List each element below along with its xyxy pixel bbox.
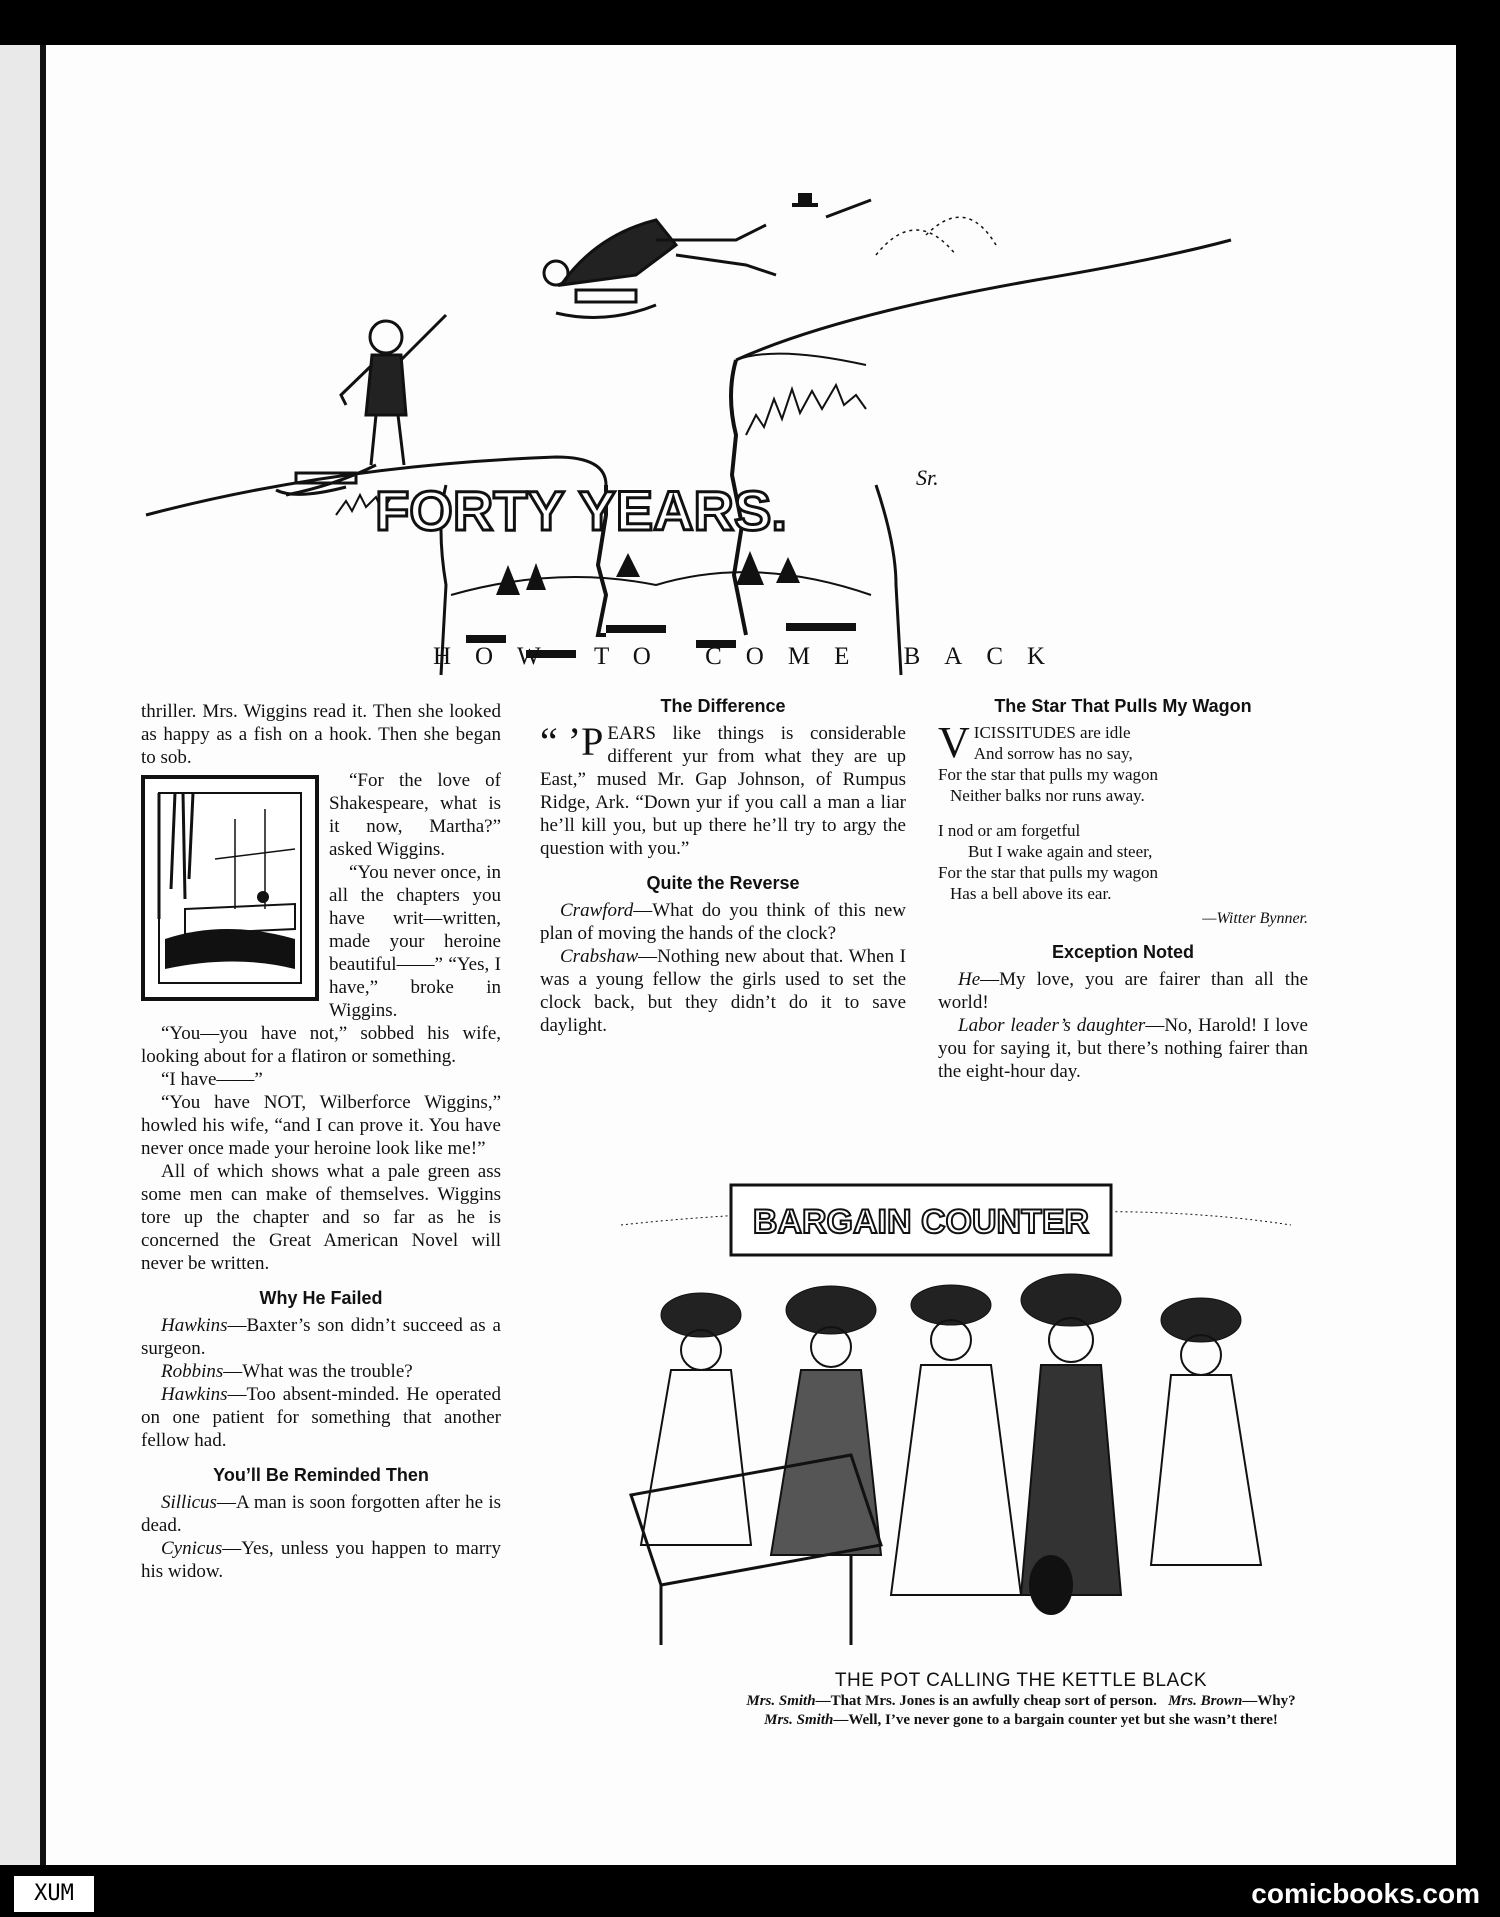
caption-line: Mrs. Smith—Well, I’ve never gone to a bargain counter yet but she wasn’t there! xyxy=(764,1712,1278,1728)
caption-line: Mrs. Smith—That Mrs. Jones is an awfully cheap sort of person. Mrs. Brown—Why? xyxy=(746,1693,1296,1709)
header-illustration xyxy=(136,165,1356,685)
poem-line: For the star that pulls my wagon xyxy=(938,765,1159,784)
story-paragraph: thriller. Mrs. Wiggins read it. Then she looked as happy as a fish on a hook. Then she began to sob. xyxy=(141,701,501,768)
heading-difference: The Difference xyxy=(660,696,786,716)
sled xyxy=(276,465,376,495)
heading-reminded: You’ll Be Reminded Then xyxy=(213,1465,429,1485)
dialogue-line: Hawkins—Baxter’s son didn’t succeed as a surgeon. xyxy=(141,1315,501,1359)
dialogue-line: Crabshaw—Nothing new about that. When I was a young fellow the girls used to set the clock back, but they didn’t do it to save daylight. xyxy=(540,946,906,1036)
inset-illustration xyxy=(141,775,319,1001)
flying-hat xyxy=(792,193,871,217)
poem-line: I nod or am forgetful xyxy=(938,821,1081,840)
story-paragraph: All of which shows what a pale green ass some men can make of themselves. Wiggins tore up the chapter and so far as he is concerned the Great American Novel will never be written. xyxy=(141,1161,501,1274)
dialogue-line: Robbins—What was the trouble? xyxy=(161,1361,413,1382)
heading-why-he-failed: Why He Failed xyxy=(259,1288,383,1308)
bargain-counter-cartoon xyxy=(601,1125,1311,1665)
cartoon-title: THE POT CALLING THE KETTLE BLACK xyxy=(834,1670,1208,1691)
site-watermark: comicbooks.com xyxy=(1251,1878,1480,1909)
dialogue-line: Crawford—What do you think of this new plan of moving the hands of the clock? xyxy=(540,900,906,944)
heading-quite-reverse: Quite the Reverse xyxy=(646,873,800,893)
dialogue-line: He—My love, you are fairer than all the world! xyxy=(938,969,1308,1013)
poem-line: For the star that pulls my wagon xyxy=(938,863,1159,882)
poem: VICISSITUDES are idle And sorrow has no say, For the star that pulls my wagon Neither balks nor runs away. I nod or am forgetful But I wake again and steer, For the star that pulls my wagon Has a bell above its ear. —Witter Bynner. xyxy=(938,718,1308,927)
drop-cap: “ ’P xyxy=(540,719,604,764)
dialogue-line: Sillicus—A man is soon forgotten after he is dead. xyxy=(141,1492,501,1536)
flying-man-figure xyxy=(544,220,776,318)
dialogue-line: Cynicus—Yes, unless you happen to marry his widow. xyxy=(141,1538,501,1582)
dialogue-line: Labor leader’s daughter—No, Harold! I love you for saying it, but there’s nothing fairer than the eight-hour day. xyxy=(938,1015,1308,1082)
story-paragraph: “I have——” xyxy=(161,1069,263,1090)
heading-exception-noted: Exception Noted xyxy=(1051,942,1194,962)
drop-cap: V xyxy=(938,718,970,767)
poem-line: Neither balks nor runs away. xyxy=(950,786,1145,805)
column-left xyxy=(141,700,501,1583)
section-subtitle: HOW TO COME BACK xyxy=(432,643,1070,670)
banner-title: FORTY YEARS. xyxy=(375,479,787,542)
magazine-page xyxy=(46,45,1456,1865)
heading-star-wagon: The Star That Pulls My Wagon xyxy=(994,696,1252,716)
book-spine xyxy=(0,45,46,1865)
bargain-counter-sign: BARGAIN COUNTER xyxy=(752,1203,1090,1241)
poem-line: Has a bell above its ear. xyxy=(950,884,1112,903)
artist-signature: Sr. xyxy=(916,465,939,490)
scan-mark: XUM xyxy=(14,1876,94,1912)
boy-figure xyxy=(341,315,446,465)
story-paragraph: “ ’P EARS like things is considerable different yur from what they are up East,” mused Mr. Gap Johnson, of Rumpus Ridge, Ark. “Down yur if you call a man a liar he’ll kill you, but up there he’ll try to argy the question with you.” xyxy=(540,719,906,859)
story-paragraph: “You have NOT, Wilberforce Wiggins,” howled his wife, “and I can prove it. You have never once made your heroine look like me!” xyxy=(141,1092,501,1159)
story-paragraph: “For the love of Shakespeare, what is it now, Martha?” asked Wiggins. xyxy=(329,770,501,860)
poem-line: And sorrow has no say, xyxy=(973,744,1133,763)
story-paragraph: “You—you have not,” sobbed his wife, looking about for a flatiron or something. xyxy=(141,1023,501,1067)
window-scene-illustration xyxy=(145,779,315,997)
column-middle xyxy=(540,695,906,1037)
poem-author: —Witter Bynner. xyxy=(1202,910,1308,927)
column-right xyxy=(938,695,1308,1083)
dialogue-line: Hawkins—Too absent-minded. He operated on one patient for something that another fellow had. xyxy=(141,1384,501,1451)
cartoon-caption xyxy=(606,1670,1436,1730)
poem-line: But I wake again and steer, xyxy=(968,842,1153,861)
story-paragraph: “You never once, in all the chapters you have writ—written, made your heroine beautiful——” “Yes, I have,” broke in Wiggins. xyxy=(329,862,501,1021)
